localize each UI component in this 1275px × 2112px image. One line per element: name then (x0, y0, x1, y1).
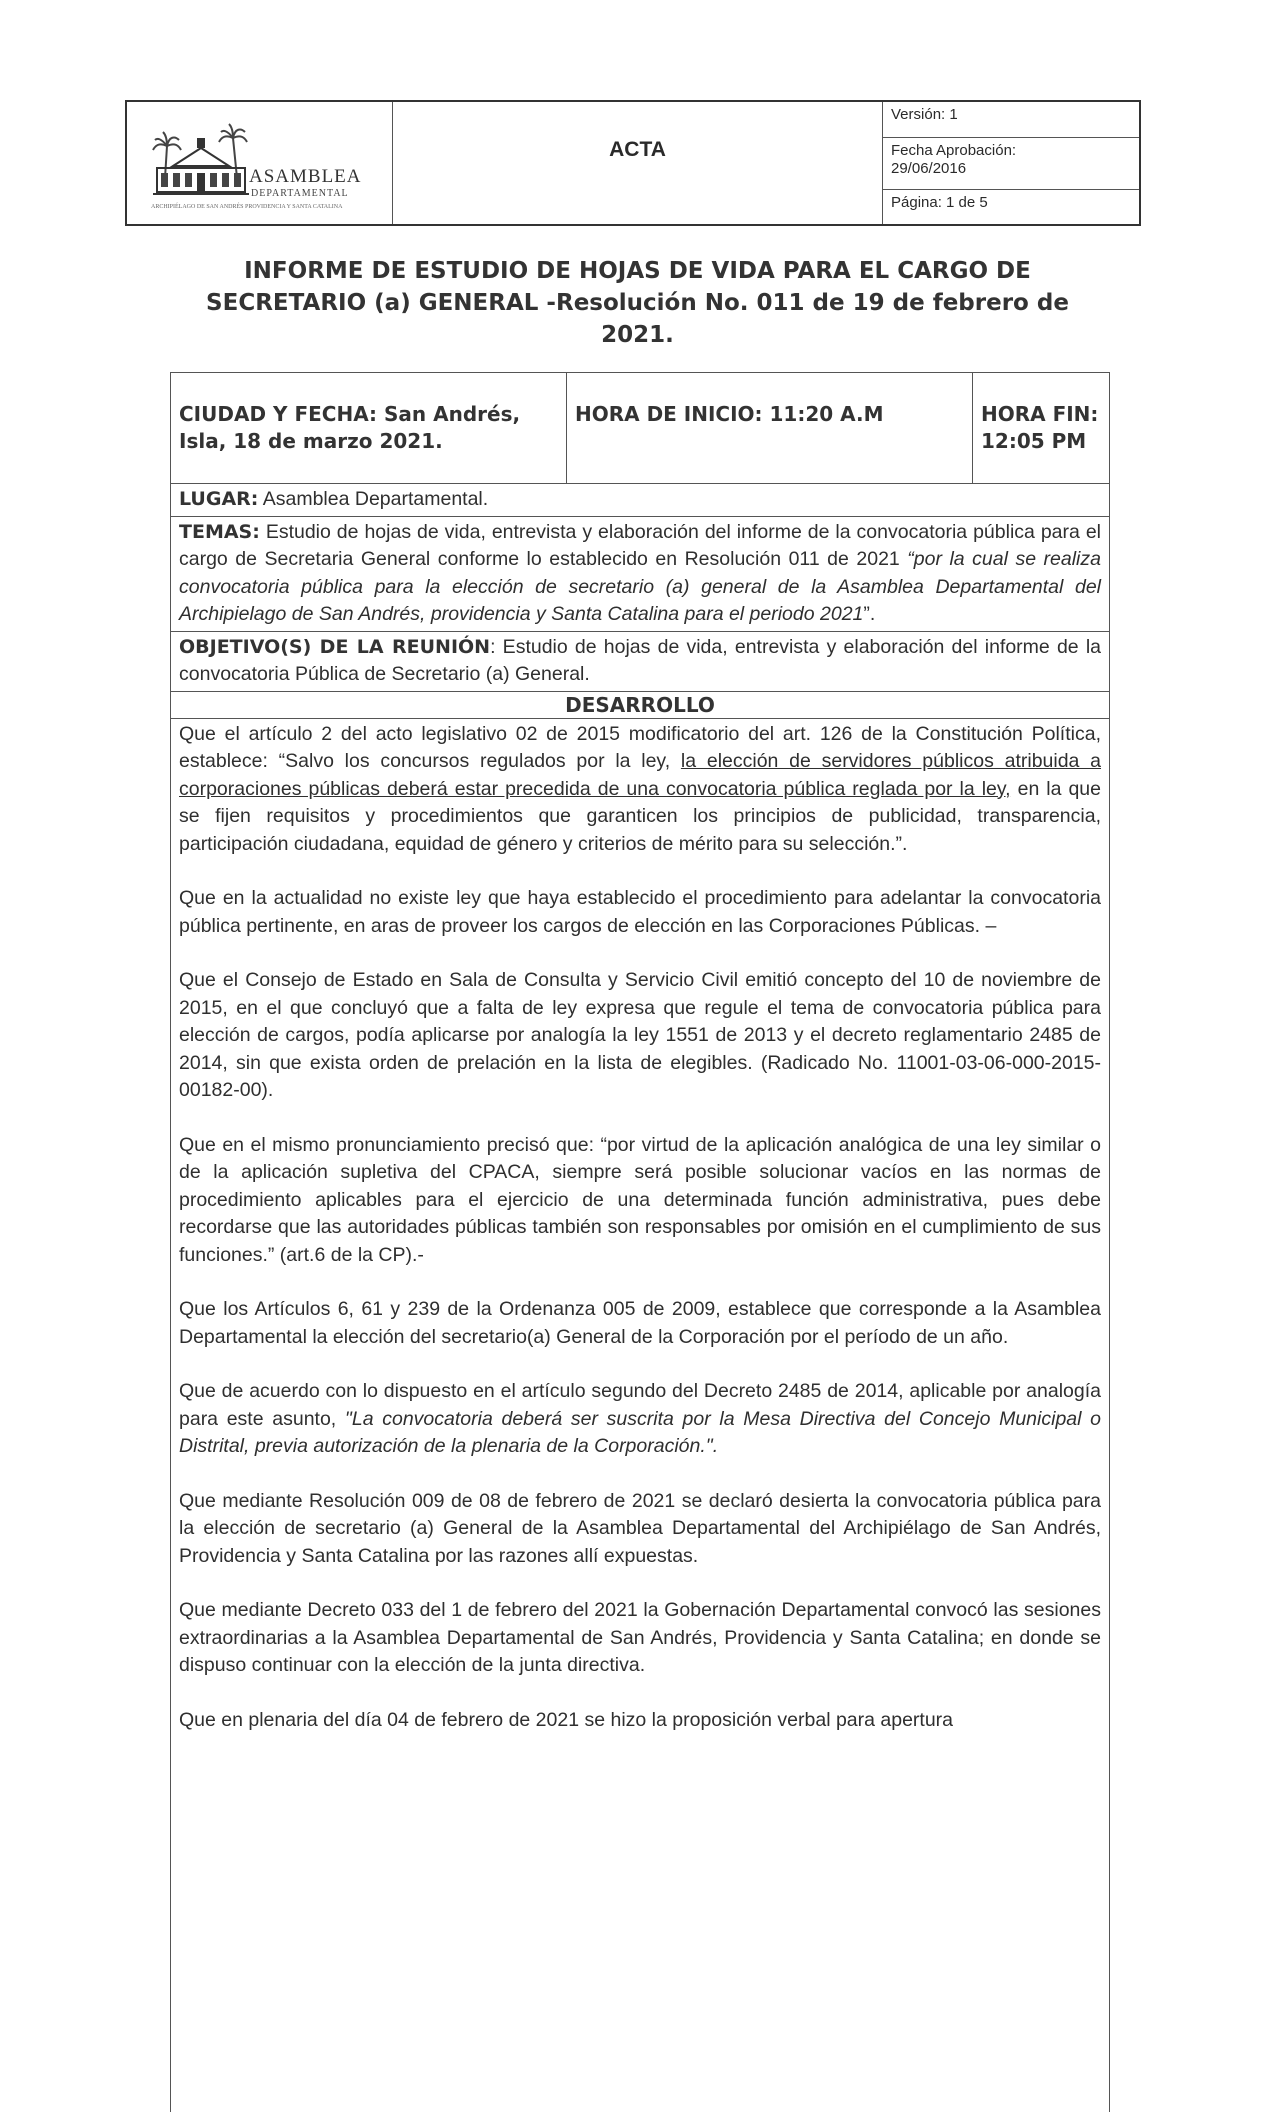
version: Versión: 1 (883, 102, 1139, 138)
lugar-section (171, 484, 1109, 517)
lugar-value: Asamblea Departamental. (262, 488, 489, 510)
meeting-info-row (171, 372, 1109, 484)
objetivo-section (171, 632, 1109, 692)
city-date: CIUDAD Y FECHA: San Andrés, Isla, 18 de marzo 2021. (171, 373, 567, 483)
p1-underlined: la elección de servidores públicos atribuida a corporaciones públicas deberá estar precedida de una convocatoria pública reglada por la ley, (179, 750, 1102, 800)
title-line-3: 2021. (601, 322, 674, 348)
desarrollo-heading: DESARROLLO (171, 692, 1109, 719)
page-number: Página: 1 de 5 (891, 194, 988, 211)
paragraph-3: Que el Consejo de Estado en Sala de Consulta y Servicio Civil emitió concepto del 10 de noviembre de 2015, en el que concluyó que a falta de ley expresa que regule el tema de convocatoria pública para elección de cargos, podía aplicarse por analogía la ley 1551 de 2013 y el decreto reglamentario 2485 de 2014, sin que exista orden de prelación en la lista de elegibles. (Radicado No. 11001-03-06-000-2015-00182-00). (179, 969, 1101, 1101)
desarrollo-body (171, 719, 1109, 1764)
approval-label: Fecha Aprobación: (891, 142, 1017, 159)
objetivo-text: : Estudio de hojas de vida, entrevista y elaboración del informe de la convocatoria Pública de Secretario (a) General. (179, 635, 1102, 685)
asamblea-logo (151, 118, 371, 213)
p6-text: Que de acuerdo con lo dispuesto en el artículo segundo del Decreto 2485 de 2014, aplicable por analogía para este asunto, (179, 1380, 1101, 1430)
approval-date (883, 138, 1139, 190)
temas-end: ”. (863, 603, 876, 625)
temas-label: TEMAS: (179, 520, 260, 543)
document-header (125, 100, 1141, 226)
p6-quote: "La convocatoria deberá ser suscrita por la Mesa Directiva del Concejo Municipal o Distrital, previa autorización de la plenaria de la Corporación.". (179, 1407, 1102, 1457)
logo-title: ASAMBLEA (249, 166, 362, 187)
paragraph-8: Que mediante Decreto 033 del 1 de febrero del 2021 la Gobernación Departamental convocó las sesiones extraordinarias a la Asamblea Departamental de San Andrés, Providencia y Santa Catalina; en donde se dispuso continuar con la elección de la junta directiva. (179, 1599, 1101, 1676)
doc-meta (883, 102, 1139, 224)
end-time (973, 373, 1109, 483)
paragraph-1 (179, 721, 1101, 859)
doc-type: ACTA (393, 102, 883, 224)
temas-text: Estudio de hojas de vida, entrevista y elaboración del informe de la convocatoria pública para el cargo de Secretaria General conforme lo establecido en Resolución 011 de 2021 (179, 520, 1101, 570)
p1-text-a: Que el artículo 2 del acto legislativo 02 de 2015 modificatorio del art. 126 de la Constitución Política, establece: “Salvo los concursos regulados por la ley, (179, 722, 1101, 772)
end-label: HORA FIN: (981, 402, 1099, 426)
logo-subtitle: DEPARTAMENTAL (251, 188, 349, 199)
logo-cell (127, 102, 393, 224)
paragraph-5: Que los Artículos 6, 61 y 239 de la Ordenanza 005 de 2009, establece que corresponde a la Asamblea Departamental la elección del secretario(a) General de la Corporación por el período de un año. (179, 1298, 1101, 1348)
acta-body (170, 372, 1110, 2112)
page-title (175, 255, 1100, 351)
end-value: 12:05 PM (981, 429, 1087, 453)
paragraph-9: Que en plenaria del día 04 de febrero de 2021 se hizo la proposición verbal para apertura (179, 1708, 954, 1731)
paragraph-7: Que mediante Resolución 009 de 08 de febrero de 2021 se declaró desierta la convocatoria pública para la elección de secretario (a) General de la Asamblea Departamental del Archipiélago de San Andrés, Providencia y Santa Catalina por las razones allí expuestas. (179, 1489, 1101, 1567)
paragraph-2: Que en la actualidad no existe ley que haya establecido el procedimiento para adelantar la convocatoria pública pertinente, en aras de proveer los cargos de elección en las Corporaciones Públicas. – (179, 887, 1101, 937)
building-palm-icon (151, 118, 251, 204)
temas-quote: “por la cual se realiza convocatoria pública para la elección de secretario (a) general de la Asamblea Departamental del Archipielago de San Andrés, providencia y Santa Catalina para el periodo 2021 (179, 548, 1101, 625)
objetivo-label: OBJETIVO(S) DE LA REUNIÓN (179, 635, 491, 658)
logo-tagline: ARCHIPIÉLAGO DE SAN ANDRÉS PROVIDENCIA Y SANTA CATALINA (151, 204, 343, 210)
p1-text-b: en la que se fijen requisitos y procedimientos que garanticen los principios de publicidad, transparencia, participación ciudadana, equidad de género y criterios de mérito para su selección.”. (179, 777, 1102, 855)
approval-value: 29/06/2016 (891, 160, 967, 177)
title-line-2: SECRETARIO (a) GENERAL -Resolución No. 011 de 19 de febrero de (206, 290, 1069, 316)
start-time: HORA DE INICIO: 11:20 A.M (567, 373, 973, 483)
paragraph-4: Que en el mismo pronunciamiento precisó que: “por virtud de la aplicación analógica de una ley similar o de la aplicación supletiva del CPACA, siempre será posible solucionar vacíos en las normas de procedimiento aplicables para el ejercicio de una determinada función administrativa, pues debe recordarse que las autoridades públicas también son responsables por omisión en el cumplimiento de sus funciones.” (art.6 de la CP).- (179, 1133, 1101, 1266)
title-line-1: INFORME DE ESTUDIO DE HOJAS DE VIDA PARA EL CARGO DE (244, 258, 1031, 284)
paragraph-6 (179, 1378, 1101, 1461)
lugar-label: LUGAR: (179, 488, 259, 510)
temas-section (171, 517, 1109, 632)
